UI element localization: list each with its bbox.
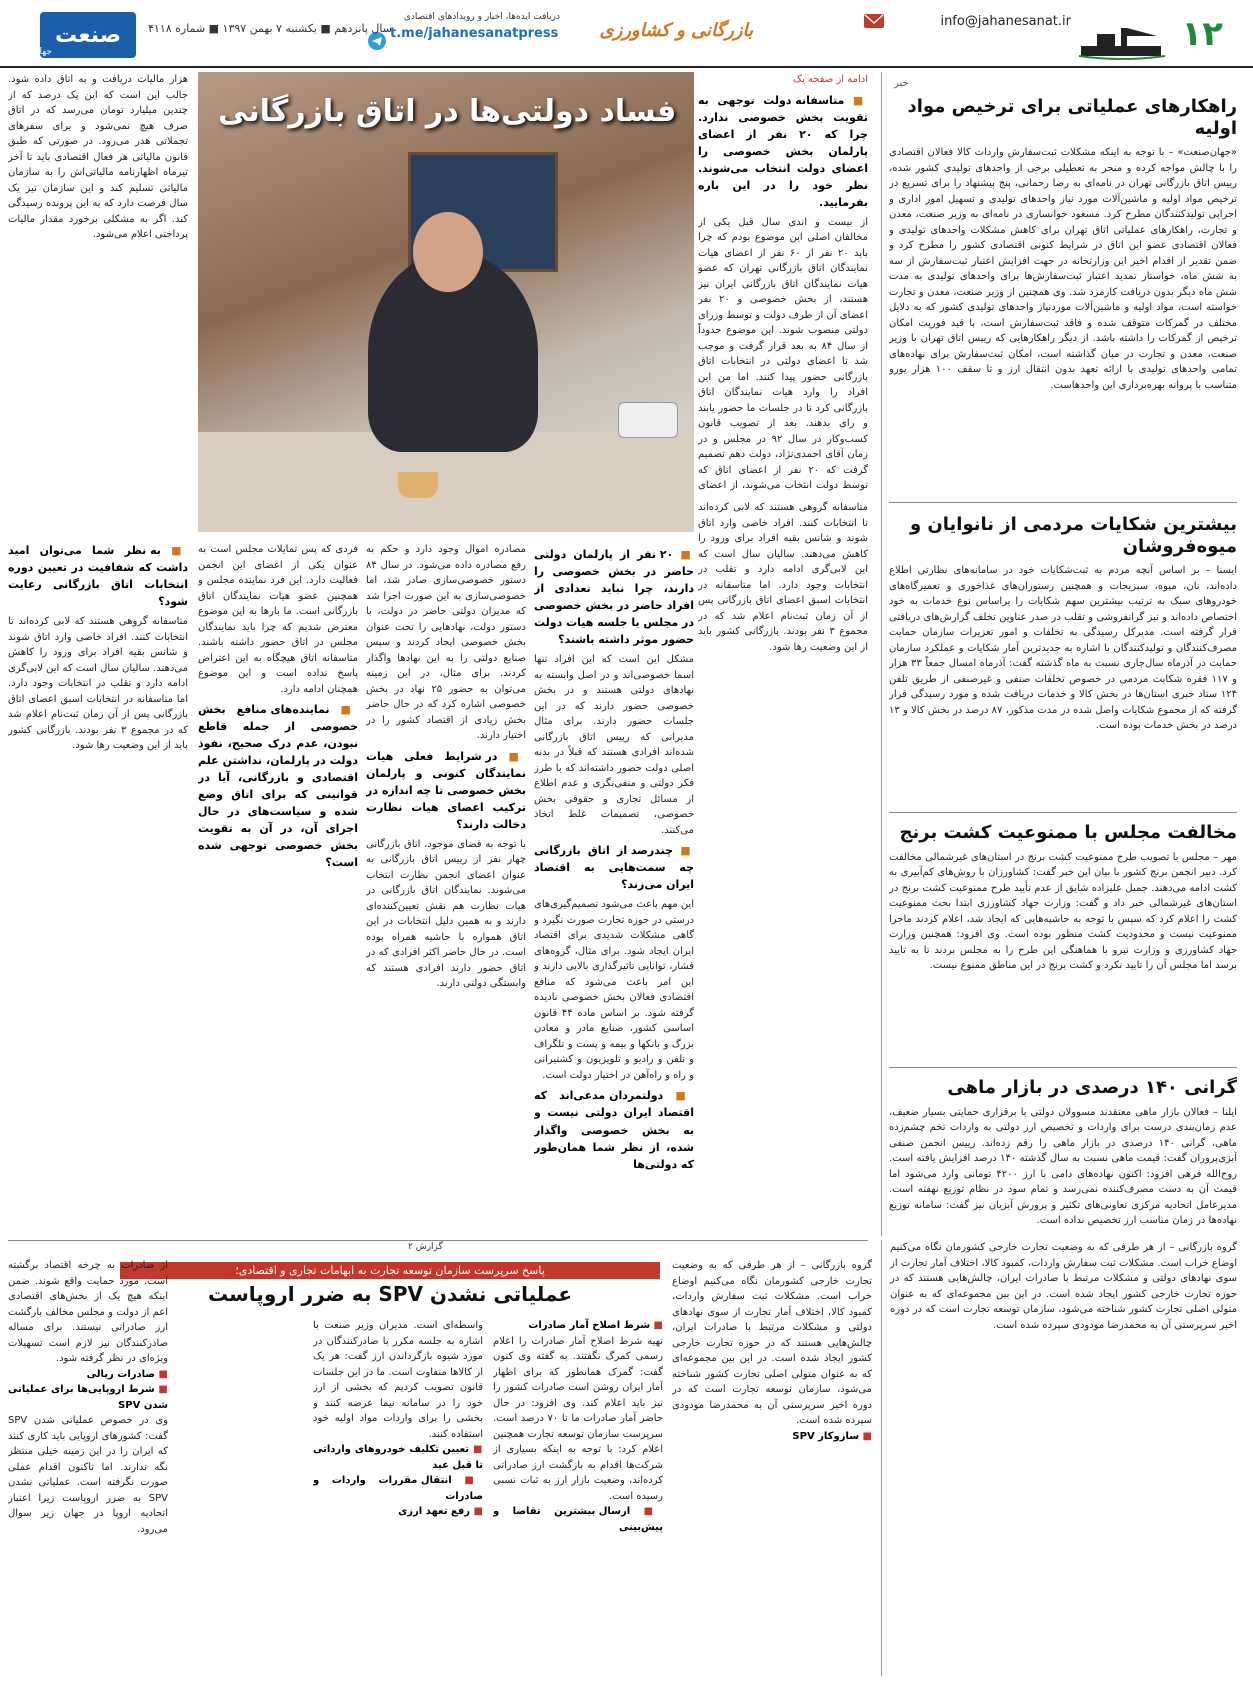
cargo-ship-icon: [1077, 22, 1167, 60]
article-column: [698, 500, 868, 1230]
news-tag: خبر: [894, 78, 909, 89]
report-band: [8, 1240, 868, 1254]
column-text: متاسفانه گروهی هستند که لابی کرده‌اند تا انتخابات کنند. افراد خاصی وارد اتاق شوند و شانس بقیه افراد برای ورود را کاهش می‌دهند. سالیان سال است که این لابی‌گری ادامه دارد و تقلب در انتخابات وجود دارد. اما متاسفانه در انتخابات اسبق اعضای اتاق بازرگانی پس از آن زمان ثبت‌نام اعلام شد که در مجموع ۳ نفر بودند. بازرگانی کشور باید از این وضعیت رها شود.: [698, 502, 868, 653]
report-tag: گزارش ۲: [408, 1242, 443, 1252]
section-title: بازرگانی و کشاورزی: [599, 20, 753, 41]
tea-cup: [398, 472, 438, 498]
interview-question: ■ ۲۰ نفر از پارلمان دولتی حاضر در بخش خصوصی را دارند، چرا نباید تعدادی از افراد حاضر در بخش خصوصی در مجلس یا جلسه هیات دولت حضور موثر داشته باشند؟: [534, 546, 694, 648]
divider: [889, 812, 1237, 813]
report-kicker: پاسخ سرپرست سازمان توسعه تجارت به ابهامات تجاری و اقتصادی؛: [120, 1262, 660, 1279]
interview-question: ■ دولتمردان مدعی‌اند که اقتصاد ایران دولتی نیست و به بخش خصوصی واگذار شده، از نظر شما همان‌طور که دولتی‌ها: [534, 1087, 694, 1172]
news-item: [889, 822, 1237, 1062]
column-text: گروه بازرگانی – از هر طرفی که به وضعیت تجارت خارجی کشورمان نگاه می‌کنیم اوضاع خراب است. مشکلات ثبت سفارش واردات، کمبود کالا، اختلاف آمار تجارت از سوی نهادهای دولتی و مشکلات مرتبط با صادرات ایران، چالش‌هایی هستند که در حوزه تجارت خارجی کشور ایجاد شده است. در این بین مجموعه‌ای که به عنوان متولی اصلی تجارت کشور شناخته می‌شود، سازمان توسعه تجارت است که در دوره اخیر سرپرستی آن به محمدرضا مودودی سپرده شده است.: [672, 1260, 872, 1426]
report-subhead: ■ رفع تعهد ارزی: [313, 1504, 483, 1520]
svg-text:جهان: جها: [40, 47, 52, 57]
report-subhead: ■ شرط اصلاح آمار صادرات: [493, 1318, 663, 1334]
interview-question: ■ نماینده‌های منافع بخش خصوصی از جمله قاطع نبودن، عدم درک صحیح، نفوذ دولت در پارلمان، نداشتن علم اقتصادی و بازرگانی، آیا در قوانینی که برای اتاق وضع شده و سیاست‌های در حال اجرای آن، در آن به تقویت بخش خصوصی توجهی شده است؟: [198, 701, 358, 871]
interview-question: ■ در شرایط فعلی هیات نمایندگان کنونی و پارلمان بخش خصوصی تا چه اندازه در ترکیب اعضای هیات نظارت دخالت دارند؟: [366, 748, 526, 833]
news-title[interactable]: مخالفت مجلس با ممنوعیت کشت برنج: [899, 822, 1237, 843]
article-column: [366, 542, 526, 1232]
news-body: مهر – مجلس با تصویب طرح ممنوعیت کشت برنج در استان‌های غیرشمالی مخالفت کرد. دبیر انجمن برنج کشور با بیان این خبر گفت: کشاورزان با روش‌های کم‌آبیری به کشت ادامه می‌دهند. جمیل علیزاده شایق از عدم تأیید طرح ممنوعیت کشت برنج در استان‌های غیرشمالی خبر داد و گفت: وزارت جهاد کشاورزی ابتدا بحث ممنوعیت کشت را اعلام کرد که سپس با توجه به حاشیه‌هایی که ایجاد شد، اعلام کردند ماجرا ممنوعیت نیست و محدودیت کشت منظور بوده است. وی افزود: همچنین وزارت جهاد کشاورزی و وزارت نیرو با هماهنگی این طرح را به مجلس بردند تا به تایید برسد اما مجلس آن را تایید نکرد و کشت برنج در این مناطق ممنوع نیست.: [889, 851, 1237, 972]
newspaper-logo[interactable]: [40, 12, 136, 58]
interviewee-face: [413, 212, 483, 292]
report-headline[interactable]: عملیاتی نشدن SPV به ضرر اروپاست: [207, 1282, 573, 1306]
news-title[interactable]: گرانی ۱۴۰ درصدی در بازار ماهی: [947, 1077, 1237, 1098]
news-body: ایسنا – بر اساس آنچه مردم به ثبت‌شکایات خود در سامانه‌های نظارتی اطلاع داده‌اند، نان، میوه، سبزیجات و همچنین رستوران‌های غذاخوری و تعمیرگاه‌های خودروهای سبک به ترتیب بیشترین سهم شکایات را براساس نوع خدمات به خود اختصاص داده‌اند و نیز گرانفروشی و تقلب در صدر عناوین تخلف گزارش‌های دریافتی قرار گرفته است. مدیرکل رسیدگی به تخلفات و امور تعزیرات سازمان حمایت مصرف‌کنندگان و تولیدکنندگان با اشاره به جدیدترین آمار شکایات و عملکرد سازمان حمایت در آذرماه سال‌جاری نسبت به ماه گذشته گفت: آذرماه امسال جمعاً ۳۳ هزار و ۱۱۷ فقره شکایت مردمی در خصوص تخلفات صنفی و غیرصنفی از طریق تلفن ۱۲۴ ستاد خبری استان‌ها در بخش کالا و خدمات دریافت شده و مورد رسیدگی قرار گرفته که از مجموع شکایات واصل شده در مدت مذکور، ۸۷ درصد در بخش کالا و ۱۳ درصد در بخش خدمات بوده است.: [889, 565, 1237, 732]
report-column: [881, 1240, 1245, 1676]
desk-phone: [618, 402, 678, 438]
report-subhead: ■ ارسال بیشترین تقاضا و پیش‌بینی: [493, 1504, 663, 1535]
news-body: ایلنا – فعالان بازار ماهی معتقدند مسوولان دولتی با برقراری حمایتی بسیار ضعیف، عدم زمان‌بندی درست برای واردات و تخصیص ارز دولتی به واردات تخم چشم‌زده ماهی، گرانی ۱۴۰ درصدی در بازار ماهی را رقم زده‌اند. رییس انجمن صنفی آبزی‌پروران گفت: قیمت ماهی نسبت به سال گذشته ۱۴۰ درصد افزایش یافته است. روح‌الله فرهی افزود: اکنون نهاده‌های دامی با ارز ۴۲۰۰ تومانی وارد می‌شود اما قیمت آن به دست مصرف‌کننده نمی‌رسد و تمام سود در نظام توزیع نهفته است. مدیرعامل اتحادیه مرکزی تعاونی‌های تکثیر و پرورش آبزیان نیز گفت: سامانه توزیع نهاده‌ها در زمان مناسب ارز تخصیص نداده است.: [889, 1106, 1237, 1227]
report-column: [8, 1258, 168, 1678]
interview-question: ■ متاسفانه دولت توجهی به تقویت بخش خصوصی ندارد. چرا که ۲۰ نفر از اعضای پارلمان بخش خصوصی را اعضای دولت انتخاب می‌شوند. نظر خود را در این باره بفرمایید.: [698, 92, 868, 211]
report-column: [493, 1318, 663, 1678]
telegram-caption: دریافت ایده‌ها، اخبار و رویدادهای اقتصادی: [403, 12, 560, 22]
column-text: متاسفانه گروهی هستند که لابی کرده‌اند تا انتخابات کنند. افراد خاصی وارد اتاق شوند و شانس بقیه افراد برای ورود را کاهش می‌دهند. سالیان سال است که این لابی‌گری ادامه دارد و تقلب در انتخابات وجود دارد. اما متاسفانه در انتخابات اسبق اعضای اتاق بازرگانی پس از آن زمان ثبت‌نام اعلام شد که در مجموع ۳ نفر بودند. بازرگانی کشور باید از این وضعیت رها شود.: [8, 616, 188, 752]
feature-article: [8, 72, 868, 1236]
article-column: [534, 542, 694, 1232]
column-text: فردی که پس تمایلات مجلس است به عنوان یکی از اعضای این انجمن فعالیت دارد. این فرد نماینده مجلس و همچنین عضو هیات نمایندگان اتاق بازرگانی است. ما بارها به این موضوع معترض شدیم که چرا باید نمایندگان مجلس در اتاق حضور داشته باشند. متاسفانه اتاق هیچگاه به این اعتراض پاسخ نداده است و این موضوع همچنان ادامه دارد.: [198, 544, 358, 695]
interview-question: ■ به نظر شما می‌توان امید داشت که شفافیت در تعیین دوره انتخابات اتاق بازرگانی رعایت شود؟: [8, 542, 188, 610]
telegram-link[interactable]: t.me/jahanesanatpress: [390, 26, 559, 41]
article-column: [8, 538, 188, 1228]
svg-text:صنعت: صنعت: [55, 23, 121, 48]
interview-question: ■ چندرصد از اتاق بازرگانی چه سمت‌هایی به اقتصاد ایران می‌زند؟: [534, 842, 694, 893]
article-column: [8, 72, 188, 532]
article-column: [198, 542, 358, 1232]
report-subhead: ■ شرط اروپایی‌ها برای عملیاتی شدن SPV: [8, 1382, 168, 1413]
divider: [889, 502, 1237, 503]
report-column: [313, 1318, 483, 1678]
divider: [889, 1067, 1237, 1068]
news-title[interactable]: راهکارهای عملیاتی برای ترخیص مواد اولیه: [907, 96, 1237, 139]
issue-info: سال پانزدهم ■ یکشنبه ۷ بهمن ۱۳۹۷ ■ شماره ۴۱۱۸: [148, 22, 392, 35]
news-sidebar: [881, 72, 1245, 1236]
column-text: مشکل این است که این افراد تنها اسما خصوصی‌اند و در اصل وابسته به نهادهای دولتی هستند و در بخش خصوصی حضور دارند که در این جلسات حضور دارند. برای مثال مدیرانی که رییس اتاق بازرگانی شده‌اند افرادی هستند که قبلاً در بدنه اصلی دولت حضور داشته‌اند که با طرز فکر دولتی و منفی‌نگری و عدم اطلاع از مسائل تجاری و حقوقی بخش خصوصی، تصمیمات غلط اتخاذ می‌کنند.: [534, 654, 694, 836]
page-number: ۱۲: [1181, 14, 1223, 54]
news-item: [889, 96, 1237, 476]
column-text: گروه بازرگانی – از هر طرفی که به وضعیت تجارت خارجی کشورمان نگاه می‌کنیم اوضاع خراب است. مشکلات ثبت سفارش واردات، کمبود کالا، اختلاف آمار تجارت از سوی نهادهای دولتی و مشکلات مرتبط با صادرات ایران، چالش‌هایی هستند که در حوزه تجارت خارجی کشور ایجاد شده است. در این بین مجموعه‌ای که به عنوان متولی اصلی تجارت کشور شناخته می‌شود، سازمان توسعه تجارت است که در دوره اخیر سرپرستی آن به محمدرضا مودودی سپرده شده است.: [890, 1242, 1237, 1331]
column-text: از صادرات به چرخه اقتصاد برگشته است. مورد حمایت واقع شوند. ضمن اینکه هیچ یک از بخش‌های اقتصادی اعم از دولت و مجلس مخالف بازگشت ارز صادراتی نیستند. برای مساله صادرکنندگان نیز لازم است تسهیلات ویژه‌ای در نظر گرفته شود.: [8, 1260, 168, 1364]
column-text: از بیست و اندی سال قبل یکی از مخالفان اصلی این موضوع بودم که چرا باید ۲۰ نفر از ۶۰ نفر از اعضای هیات نمایندگان اتاق بازرگانی تهران که عضو هیات نمایندگان اتاق بازرگانی ایران نیز هستند، از بخش خصوصی و ۲۰ نفر اعضای آن از طرف دولت و توسط وزرای دولتی منصوب شوند. این موضوع حدوداً از سال ۸۴ به بعد قرار گرفت و موجب شد تا اعضای دولتی در انتخابات اتاق بازرگانی حضور پیدا کنند. اما من این افراد را وارد هیات نمایندگان اتاق بازرگانی کرد تا در جلسات ما حضور یابند و رای بدهند. بعد از تصویب قانون کسب‌وکار در سال ۹۲ در مجلس و در زمان آقای احمدی‌نژاد، دولت دهم تصمیم گرفت که ۲۰ نفر از اعضای اتاق که توسط دولت انتخاب می‌شوند، از اعضای: [698, 216, 868, 492]
news-item: [889, 514, 1237, 804]
column-text: تهیه شرط اصلاح آمار صادرات را اعلام رسمی کمرگ نگفتند. به گفته وی کنون گفت: گمرک همانطور که برای اظهار آمار ایران روشن است صادرات کشور را نیز باید اعلام کند. وی افزود: در حال حاضر آمار صادرات ما تا ۷۰ درصد است. سرپرست سازمان توسعه تجارت همچنین اعلام کرد: با توجه به اینکه بسیاری از شرکت‌ها اقدام به بازگشت ارز صادراتی کرده‌اند، وضعیت بازار ارز به ثبات نسبی رسیده است.: [493, 1335, 663, 1502]
feature-photo: [198, 72, 694, 532]
column-text: این مهم باعث می‌شود تصمیم‌گیری‌های درستی در حوزه تجارت صورت نگیرد و گاهی مشکلات شدیدی برای اقتصاد ایران ایجاد شود. برای مثال، گروه‌های فشار، توانایی تاثیرگذاری بالایی دارند و این امر باعث می‌شود که منافع اقتصادی فعالان بخش خصوصی نادیده گرفته شود. بر اساس ماده ۴۴ قانون اساسی کشور، صنایع مادر و معادن بزرگ و بانکها و بیمه و پست و تلگراف و تلفن و رادیو و تلویزیون و کشتیرانی و راه و راه‌آهن در اختیار دولت است.: [534, 899, 694, 1081]
article-column: [698, 72, 868, 492]
email-icon: [863, 10, 885, 32]
report-subhead: ■ تعیین تکلیف خودروهای وارداتی تا قبل عید: [313, 1442, 483, 1473]
logo-mark: [40, 12, 136, 58]
news-item: [889, 1077, 1237, 1233]
column-text: واسطه‌ای است. مدیران وزیر صنعت با اشاره به جلسه مکرر با صادرکنندگان در مورد شیوه بازگرداندن ارز گفت: هر یک از کالاها متفاوت است. ما در این جلسات قانون تصویب کردیم که بخشی از ارز خود را در سامانه نیما عرضه کنند و بخشی را برای واردات مواد اولیه خود استفاده کنند.: [313, 1320, 483, 1440]
report-column: [672, 1258, 872, 1678]
column-text: وی در خصوص عملیاتی شدن SPV گفت: کشورهای اروپایی باید کاری کنند که ایران را در این زمینه خیلی منتظر نگه ندارند. اما تاکنون اقدام عملی صورت نگرفته است. عملیاتی نشدن SPV به ضرر اروپاست زیرا اعتبار اتحادیه اروپا در جهان زیر سوال می‌رود.: [8, 1415, 168, 1535]
report-subhead: ■ سازوکار SPV: [672, 1429, 872, 1445]
page-header: [0, 0, 1253, 68]
site-email[interactable]: info@jahanesanat.ir: [940, 14, 1071, 29]
feature-headline: فساد دولتی‌ها در اتاق بازرگانی: [218, 94, 677, 129]
continue-tag: ادامه از صفحه یک: [793, 74, 868, 85]
telegram-promo[interactable]: [390, 12, 560, 58]
column-text: هزار مالیات دریافت و به اتاق داده شود. جالب این است که این یک درصد که از چندین میلیارد تومان می‌رسد که در اتاق صرف هیچ نمی‌شود و برای سفرهای تجملاتی هدر می‌رود. در صورتی که طبق قانون مالیاتی هر فعال اقتصادی باید تا آخر تیرماه اظهارنامه مالیاتی‌اش را به سازمان مالیاتی تسلیم کند و این سازمان تیز یک سال فرصت دارد که به این پرونده رسیدگی کند. اگر به مشکلی برخورد مقدار مالیات پرداختی اعلام می‌شود.: [8, 74, 188, 240]
report-subhead: ■ صادرات ریالی: [8, 1367, 168, 1383]
column-text: با توجه به فضای موجود، اتاق بازرگانی چهار نفر از رییس اتاق بازرگانی به عنوان اعضای انجمن نظارت انتخاب می‌شوند. نمایندگان اتاق بازرگانی در هیات نظارت هم نقش تعیین‌کننده‌ای دارند و به همین دلیل انتخابات در این اتاق همواره با حاشیه همراه بوده است. در حال حاضر اکثر افرادی که در اتاق حضور دارند افرادی هستند که وابستگی دولتی دارند.: [366, 838, 526, 990]
news-body: «جهان‌صنعت» – با توجه به اینکه مشکلات ثبت‌سفارش واردات کالا فعالان اقتصادی را با چالش مواجه کرده و منجر به تعطیلی برخی از واحدهای تولیدی کشور شده، رییس اتاق بازرگانی تهران در نامه‌ای به رضا رحمانی، پنج پیشنهاد را برای تسریع در ترخیص مواد اولیه و ماشین‌آلات مورد نیاز واحدهای تولیدی و تسهیل امور اداری و اجرایی تولیدکنندگان مطرح کرد. مسعود خوانساری در نامه‌ای به وزیر صنعت، معدن و تجارت، راهکارهای عملیاتی اتاق تهران برای کاهش مشکلات واحدهای تولیدی و فعالان اقتصادی عضو این اتاق در شرایط کنونی اقتصادی کشور را مطرح کرد و ضمن تقدیر از اقدام اخیر این وزارتخانه در جهت افزایش اعتبار ثبت‌سفارش از سه به شش ماه، خواستار تمدید اعتبار ثبت‌سفارش‌ها برای واحدهای تولیدی به مدت شش ماه دیگر بدون دریافت کارمزد شد. وی همچنین از وزیر صنعت، معدن و تجارت خواسته است، مواد اولیه و ماشین‌آلات موردنیاز واحدهای تولیدی کشور که به دلایل مختلف در گمرکات متوقف شده و فاقد ثبت‌سفارش است، با قید فوریت امکان ترخیص از گمرکات را داشته باشد. از دیگر راهکارهایی که رییس اتاق تهران با وزیر صنعت، معدن و تجارت در میان گذاشته است، امکان ثبت‌سفارش برای نهاده‌های تمامی واحدهای تولیدی با ارائه تعهد بدون انتقال ارز و تا سقف ۱۰۰ هزار یورو متناسب با پروانه بهره‌برداری این واحدهاست.: [889, 147, 1237, 391]
column-text: مصادره اموال وجود دارد و حکم به رفع مصادره داده می‌شود. در سال ۸۴ دستور خصوصی‌سازی صادر شد، اما خصوصی‌سازی به این صورت اجرا شد که مدیران دولتی حاضر در دولت، با دستور دولت، نهادهایی را تحت عنوان بخش خصوصی ایجاد کردند و سپس صنایع دولتی را به این نهادها واگذار کردند. برای مثال، در این زمینه می‌توان به حضور ۲۵ نهاد در بخش خصوصی اشاره کرد که در حال حاضر بخش زیادی از اقتصاد کشور را در اختیار دارند.: [366, 544, 526, 741]
news-title[interactable]: بیشترین شکایات مردمی از نانوایان و میوه‌فروشان: [909, 514, 1237, 557]
report-subhead: ■ انتقال مقررات واردات و صادرات: [313, 1473, 483, 1504]
